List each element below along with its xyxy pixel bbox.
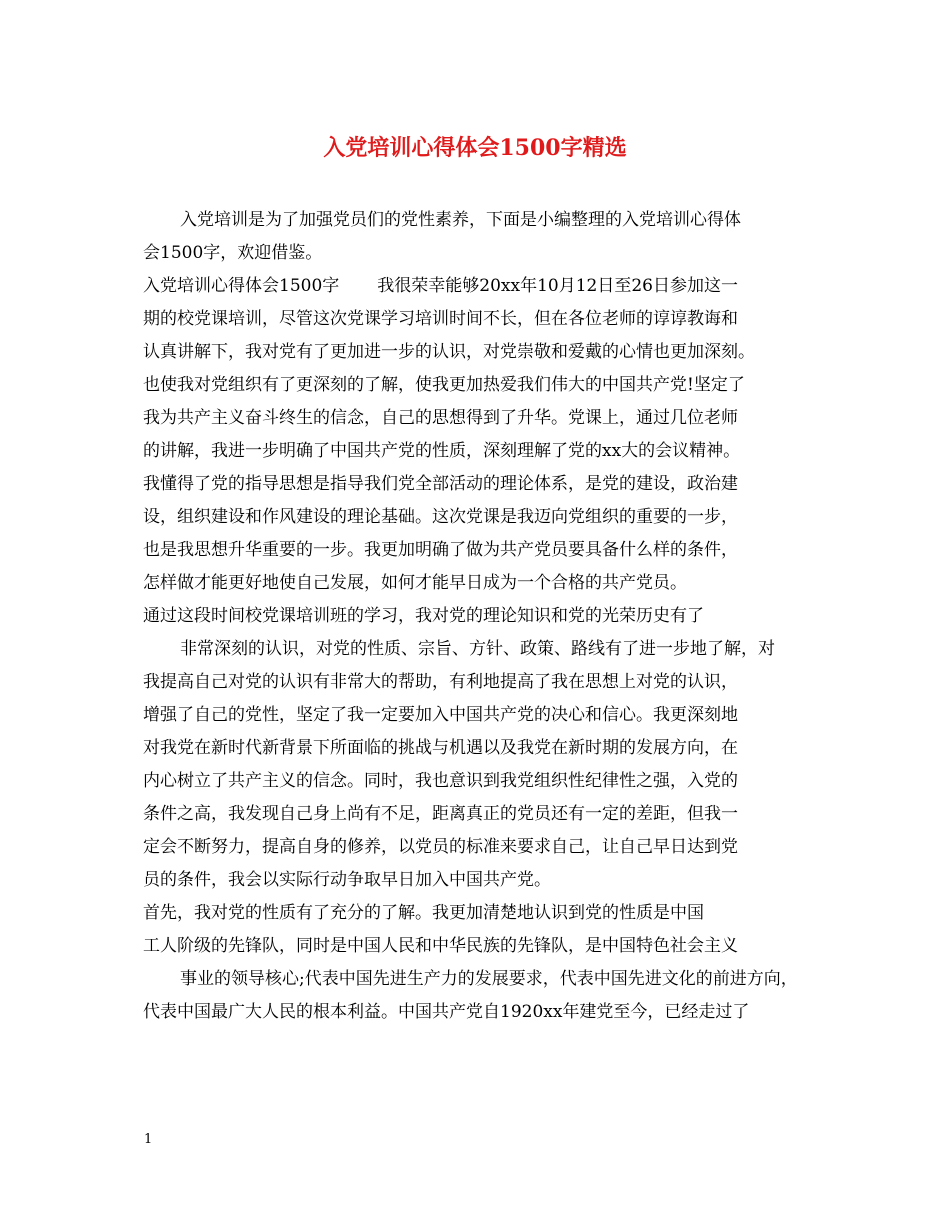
text-line: 我为共产主义奋斗终生的信念，自己的思想得到了升华。党课上，通过几位老师 xyxy=(143,408,738,428)
text-line: 工人阶级的先锋队，同时是中国人民和中华民族的先锋队，是中国特色社会主义 xyxy=(143,936,738,956)
text-line: 也是我思想升华重要的一步。我更加明确了做为共产党员要具备什么样的条件， xyxy=(143,540,738,560)
text-line: 认真讲解下，我对党有了更加进一步的认识，对党崇敬和爱戴的心情也更加深刻。 xyxy=(143,342,755,362)
text-line: 我提高自己对党的认识有非常大的帮助，有利地提高了我在思想上对党的认识， xyxy=(143,672,738,692)
text-line: 通过这段时间校党课培训班的学习，我对党的理论知识和党的光荣历史有了 xyxy=(143,606,704,626)
text-line: 员的条件，我会以实际行动争取早日加入中国共产党。 xyxy=(143,870,551,890)
text-line: 条件之高，我发现自己身上尚有不足，距离真正的党员还有一定的差距，但我一 xyxy=(143,804,738,824)
text-line: 对我党在新时代新背景下所面临的挑战与机遇以及我党在新时期的发展方向，在 xyxy=(143,738,738,758)
text-line: 代表中国最广大人民的根本利益。中国共产党自1920xx年建党至今，已经走过了 xyxy=(143,1002,750,1022)
text-line: 设，组织建设和作风建设的理论基础。这次党课是我迈向党组织的重要的一步， xyxy=(143,507,738,527)
document-title: 入党培训心得体会1500字精选 xyxy=(323,135,627,161)
text-line: 事业的领导核心;代表中国先进生产力的发展要求，代表中国先进文化的前进方向， xyxy=(180,969,798,989)
page-number: 1 xyxy=(144,1132,153,1147)
text-line: 增强了自己的党性，坚定了我一定要加入中国共产党的决心和信心。我更深刻地 xyxy=(143,705,738,725)
subheading: 入党培训心得体会1500字 xyxy=(143,276,340,296)
text-line: 也使我对党组织有了更深刻的了解，使我更加热爱我们伟大的中国共产党!坚定了 xyxy=(143,375,745,395)
text-line: 内心树立了共产主义的信念。同时，我也意识到我党组织性纪律性之强，入党的 xyxy=(143,771,738,791)
text-line: 我懂得了党的指导思想是指导我们党全部活动的理论体系，是党的建设，政治建 xyxy=(143,474,738,494)
text-line: 定会不断努力，提高自身的修养，以党员的标准来要求自己，让自己早日达到党 xyxy=(143,837,738,857)
text-line: 期的校党课培训，尽管这次党课学习培训时间不长，但在各位老师的谆谆教诲和 xyxy=(143,309,738,329)
text-line: 的讲解，我进一步明确了中国共产党的性质，深刻理解了党的xx大的会议精神。 xyxy=(143,441,741,461)
text-line xyxy=(143,274,738,298)
text-line: 首先，我对党的性质有了充分的了解。我更加清楚地认识到党的性质是中国 xyxy=(143,903,704,923)
text-segment: 我很荣幸能够20xx年10月12日至26日参加这一 xyxy=(377,276,738,296)
text-line: 怎样做才能更好地使自己发展，如何才能早日成为一个合格的共产党员。 xyxy=(143,573,687,593)
text-line: 非常深刻的认识，对党的性质、宗旨、方针、政策、路线有了进一步地了解，对 xyxy=(180,639,775,659)
text-line: 入党培训是为了加强党员们的党性素养，下面是小编整理的入党培训心得体 xyxy=(180,210,741,230)
text-line: 会1500字，欢迎借鉴。 xyxy=(143,243,323,263)
